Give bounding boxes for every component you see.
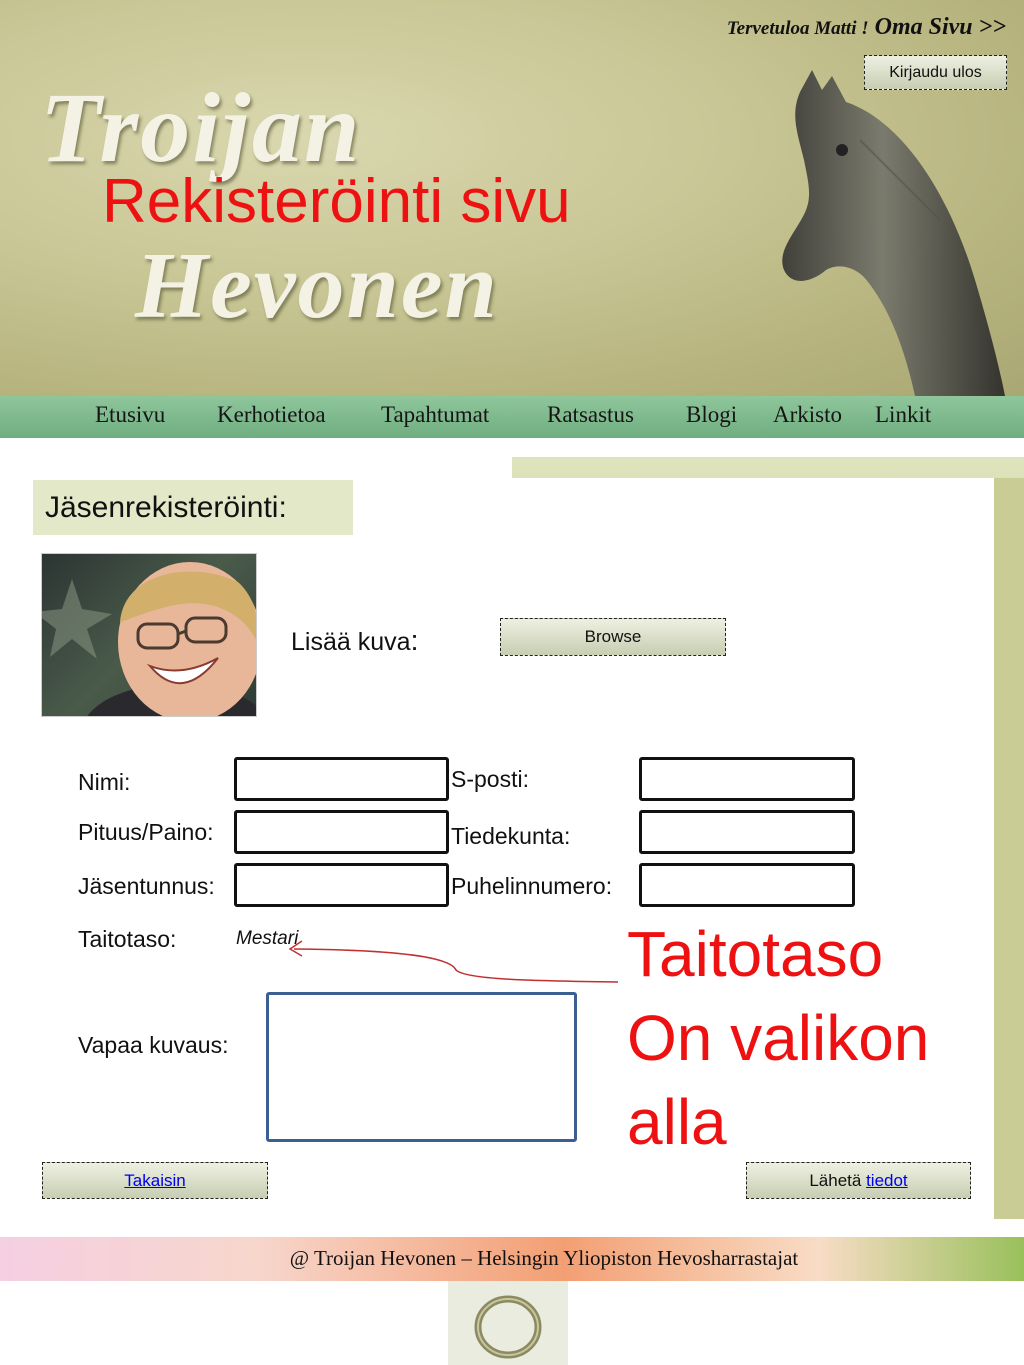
nav-item-ratsastus[interactable]: Ratsastus xyxy=(547,402,634,427)
nav-item-linkit[interactable]: Linkit xyxy=(875,402,932,427)
nav-item-arkisto[interactable]: Arkisto xyxy=(773,402,842,427)
back-button[interactable] xyxy=(42,1162,268,1199)
page-title: Rekisteröinti sivu xyxy=(102,167,571,236)
member-id-field[interactable] xyxy=(234,863,449,907)
submit-button[interactable] xyxy=(746,1162,971,1199)
submit-prefix: Lähetä xyxy=(809,1171,862,1190)
nav-item-kerhotietoa[interactable]: Kerhotietoa xyxy=(217,402,326,427)
ring-icon xyxy=(448,1281,568,1365)
logo-troijan: Troijan xyxy=(40,72,362,183)
annotation-arrow xyxy=(280,930,630,990)
footer-text: @ Troijan Hevonen – Helsingin Yliopiston Hevosharrastajat xyxy=(289,1246,799,1270)
submit-link[interactable]: tiedot xyxy=(866,1171,908,1190)
name-label: Nimi: xyxy=(78,769,131,795)
browse-button[interactable]: Browse xyxy=(500,618,726,656)
skill-level-select[interactable]: Mestari xyxy=(236,928,299,949)
add-photo-label xyxy=(291,625,419,658)
annotation-note: Taitotaso On valikon alla xyxy=(627,918,930,1158)
back-link[interactable]: Takaisin xyxy=(124,1171,186,1190)
skill-label: Taitotaso: xyxy=(78,926,177,952)
phone-field[interactable] xyxy=(639,863,855,907)
phone-label: Puhelinnumero: xyxy=(451,873,613,899)
member-id-label: Jäsentunnus: xyxy=(78,873,215,899)
header-banner xyxy=(0,0,1024,396)
logout-button[interactable]: Kirjaudu ulos xyxy=(864,55,1007,90)
logo-hevonen: Hevonen xyxy=(135,234,499,338)
ring-decoration-image xyxy=(448,1281,568,1365)
welcome-area xyxy=(727,14,1006,41)
add-photo-text: Lisää kuva xyxy=(291,628,411,656)
profile-photo xyxy=(42,554,257,717)
description-textarea[interactable] xyxy=(266,992,577,1142)
welcome-text: Tervetuloa Matti ! xyxy=(726,18,869,39)
add-photo-colon: : xyxy=(410,625,419,657)
nav-item-blogi[interactable]: Blogi xyxy=(686,402,738,427)
avatar xyxy=(41,553,257,717)
email-label: S-posti: xyxy=(451,766,529,792)
nav-item-etusivu[interactable]: Etusivu xyxy=(95,402,166,427)
name-field[interactable] xyxy=(234,757,449,801)
nav-item-tapahtumat[interactable]: Tapahtumat xyxy=(381,402,490,427)
height-weight-field[interactable] xyxy=(234,810,449,854)
email-field[interactable] xyxy=(639,757,855,801)
content-decoration-edge xyxy=(994,478,1024,1219)
section-heading: Jäsenrekisteröinti: xyxy=(45,491,287,524)
my-page-link[interactable]: Oma Sivu >> xyxy=(874,14,1006,40)
description-label: Vapaa kuvaus: xyxy=(78,1032,229,1058)
faculty-field[interactable] xyxy=(639,810,855,854)
faculty-label: Tiedekunta: xyxy=(451,823,571,849)
height-weight-label: Pituus/Paino: xyxy=(78,819,214,845)
